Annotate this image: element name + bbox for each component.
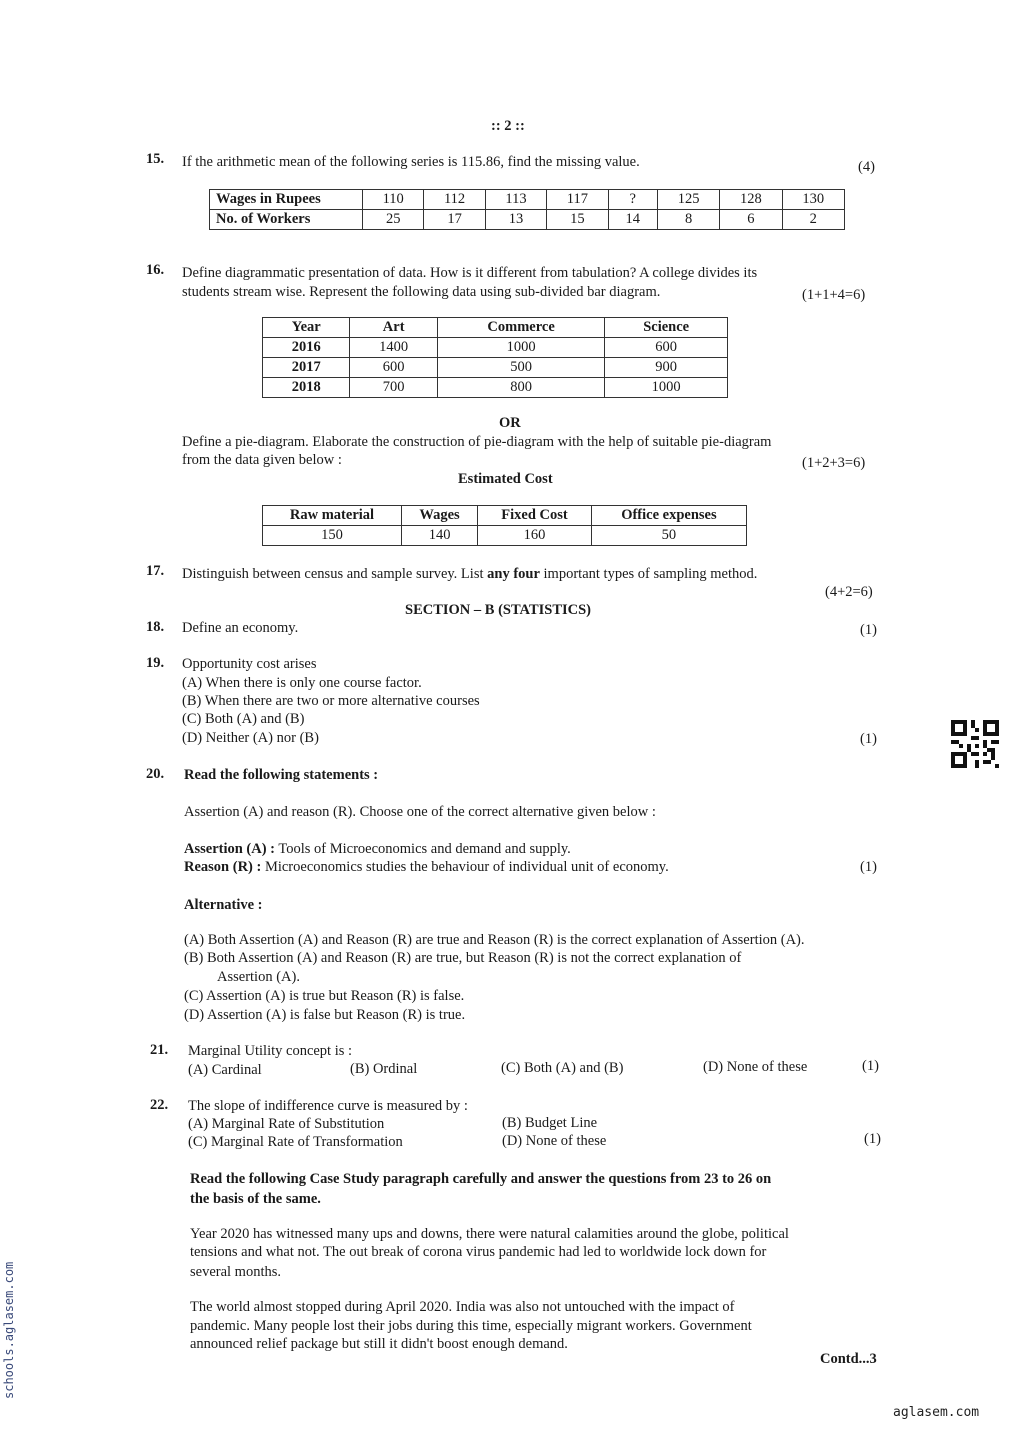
right-watermark: aglasem.com [893, 1405, 980, 1420]
q16-alt-line2: from the data given below : [182, 452, 342, 468]
q20-assertion-text: Tools of Microeconomics and demand and supply. [275, 841, 571, 857]
table-header: Fixed Cost [478, 506, 592, 526]
q22-marks: (1) [864, 1131, 881, 1147]
table-cell: Wages in Rupees [210, 190, 363, 210]
table-row [263, 526, 747, 546]
q18-marks: (1) [860, 622, 877, 638]
q15-text: If the arithmetic mean of the following series is 115.86, find the missing value. [182, 154, 640, 170]
table-row [210, 190, 845, 210]
contd-label: Contd...3 [820, 1351, 877, 1367]
table-header: Office expenses [591, 506, 746, 526]
table-cell: 600 [350, 358, 437, 378]
q21-marks: (1) [862, 1058, 879, 1074]
section-title: SECTION – B (STATISTICS) [405, 602, 592, 618]
table-row [210, 210, 845, 230]
table-cell: 50 [591, 526, 746, 546]
q19-option-d: (D) Neither (A) nor (B) [182, 730, 319, 746]
left-watermark: schools.aglasem.com [2, 1261, 16, 1399]
q20-option-d: (D) Assertion (A) is false but Reason (R) is true. [184, 1007, 466, 1023]
table-cell: 2018 [263, 378, 350, 398]
table-cell: 2017 [263, 358, 350, 378]
q19-option-b: (B) When there are two or more alternative courses [182, 693, 480, 709]
table-cell: 8 [657, 210, 719, 230]
q18-text: Define an economy. [182, 620, 299, 636]
table-cell: 117 [547, 190, 608, 210]
q20-assertion [184, 840, 571, 858]
q17-text [182, 565, 757, 583]
q21-option-b: (B) Ordinal [350, 1061, 418, 1077]
q22-option-c: (C) Marginal Rate of Transformation [188, 1134, 403, 1150]
table-cell: 2016 [263, 338, 350, 358]
table-cell: 110 [363, 190, 424, 210]
q16-alt-line1: Define a pie-diagram. Elaborate the construction of pie-diagram with the help of suitable pie-diagram [182, 434, 772, 450]
case-study-p2-line1: The world almost stopped during April 2020. India was also not untouched with the impact of [190, 1299, 735, 1315]
table-cell: 900 [605, 358, 728, 378]
q20-option-c: (C) Assertion (A) is true but Reason (R) is false. [184, 988, 465, 1004]
q20-alternative-heading: Alternative : [184, 897, 263, 913]
case-study-heading: Read the following Case Study paragraph carefully and answer the questions from 23 to 26 on [190, 1171, 772, 1187]
q20-option-b: (B) Both Assertion (A) and Reason (R) are true, but Reason (R) is not the correct explanation of [184, 950, 742, 966]
table-cell: 500 [437, 358, 604, 378]
q21-option-d: (D) None of these [703, 1059, 808, 1075]
table-cell: 113 [485, 190, 546, 210]
table-cell: 1000 [605, 378, 728, 398]
table-cell: 112 [424, 190, 485, 210]
q16-alt-table [262, 505, 747, 546]
q22-option-b: (B) Budget Line [502, 1115, 598, 1131]
table-cell: 125 [657, 190, 719, 210]
q20-intro: Assertion (A) and reason (R). Choose one of the correct alternative given below : [184, 804, 656, 820]
table-header: Science [605, 318, 728, 338]
q16-marks: (1+1+4=6) [802, 287, 866, 303]
q20-reason-label: Reason (R) : [184, 859, 262, 875]
table-header: Art [350, 318, 437, 338]
q17-text-c: important types of sampling method. [539, 566, 758, 582]
table-cell: No. of Workers [210, 210, 363, 230]
q16-line1: Define diagrammatic presentation of data. How is it different from tabulation? A college divides its [182, 265, 758, 281]
q18-number: 18. [146, 619, 165, 635]
q20-option-b-cont: Assertion (A). [217, 969, 300, 985]
q15-table [209, 189, 845, 230]
table-cell: 25 [363, 210, 424, 230]
q22-text: The slope of indifference curve is measured by : [188, 1098, 468, 1114]
q21-option-a: (A) Cardinal [188, 1062, 262, 1078]
table-cell: 700 [350, 378, 437, 398]
table-cell: 600 [605, 338, 728, 358]
q22-number: 22. [150, 1097, 169, 1113]
case-study-p2-line2: pandemic. Many people lost their jobs during this time, especially migrant workers. Government [190, 1318, 752, 1334]
table-row [263, 506, 747, 526]
q22-option-d: (D) None of these [502, 1133, 607, 1149]
table-row [263, 338, 728, 358]
q20-marks: (1) [860, 859, 877, 875]
qr-code [951, 720, 999, 768]
case-study-p1-line1: Year 2020 has witnessed many ups and downs, there were natural calamities around the globe, political [190, 1226, 789, 1242]
table-cell: 17 [424, 210, 485, 230]
q20-option-a: (A) Both Assertion (A) and Reason (R) are true and Reason (R) is the correct explanation of Assertion (A). [184, 932, 805, 948]
q19-text: Opportunity cost arises [182, 656, 317, 672]
q16-alt-title: Estimated Cost [458, 471, 553, 487]
q20-assertion-label: Assertion (A) : [184, 841, 276, 857]
table-cell: 15 [547, 210, 608, 230]
q21-number: 21. [150, 1042, 169, 1058]
table-cell: 2 [782, 210, 844, 230]
table-cell: 800 [437, 378, 604, 398]
page-number: :: 2 :: [491, 118, 525, 134]
q21-text: Marginal Utility concept is : [188, 1043, 353, 1059]
q19-option-c: (C) Both (A) and (B) [182, 711, 305, 727]
q22-option-a: (A) Marginal Rate of Substitution [188, 1116, 385, 1132]
table-cell: 1000 [437, 338, 604, 358]
q16-or: OR [499, 415, 521, 431]
q19-number: 19. [146, 655, 165, 671]
table-cell: 140 [401, 526, 477, 546]
q16-number: 16. [146, 262, 165, 278]
q17-marks: (4+2=6) [825, 584, 873, 600]
table-row [263, 318, 728, 338]
q19-option-a: (A) When there is only one course factor. [182, 675, 422, 691]
q15-marks: (4) [858, 159, 875, 175]
table-cell: 14 [608, 210, 657, 230]
q20-number: 20. [146, 766, 165, 782]
table-cell: 160 [478, 526, 592, 546]
q17-number: 17. [146, 563, 165, 579]
table-cell: 130 [782, 190, 844, 210]
case-study-p1-line2: tensions and what not. The out break of corona virus pandemic had led to worldwide lock down for [190, 1244, 767, 1260]
table-header: Raw material [263, 506, 402, 526]
table-row [263, 358, 728, 378]
table-cell: 150 [263, 526, 402, 546]
case-study-heading-cont: the basis of the same. [190, 1191, 321, 1207]
q16-table [262, 317, 728, 398]
q16-alt-marks: (1+2+3=6) [802, 455, 866, 471]
table-header: Wages [401, 506, 477, 526]
case-study-p2-line3: announced relief package but still it didn't boost enough demand. [190, 1336, 568, 1352]
table-cell: 6 [720, 210, 782, 230]
q20-heading: Read the following statements : [184, 767, 379, 783]
q19-marks: (1) [860, 731, 877, 747]
table-header: Year [263, 318, 350, 338]
q17-text-a: Distinguish between census and sample survey. List [182, 566, 488, 582]
table-header: Commerce [437, 318, 604, 338]
table-cell: 1400 [350, 338, 437, 358]
q15-number: 15. [146, 151, 165, 167]
q16-line2: students stream wise. Represent the following data using sub-divided bar diagram. [182, 284, 661, 300]
table-cell: 13 [485, 210, 546, 230]
q21-option-c: (C) Both (A) and (B) [501, 1060, 624, 1076]
table-row [263, 378, 728, 398]
table-cell: ? [608, 190, 657, 210]
q20-reason-text: Microeconomics studies the behaviour of individual unit of economy. [261, 859, 669, 875]
q17-text-emphasis: any four [487, 566, 540, 582]
table-cell: 128 [720, 190, 782, 210]
case-study-p1-line3: several months. [190, 1264, 282, 1280]
q20-reason [184, 858, 669, 876]
